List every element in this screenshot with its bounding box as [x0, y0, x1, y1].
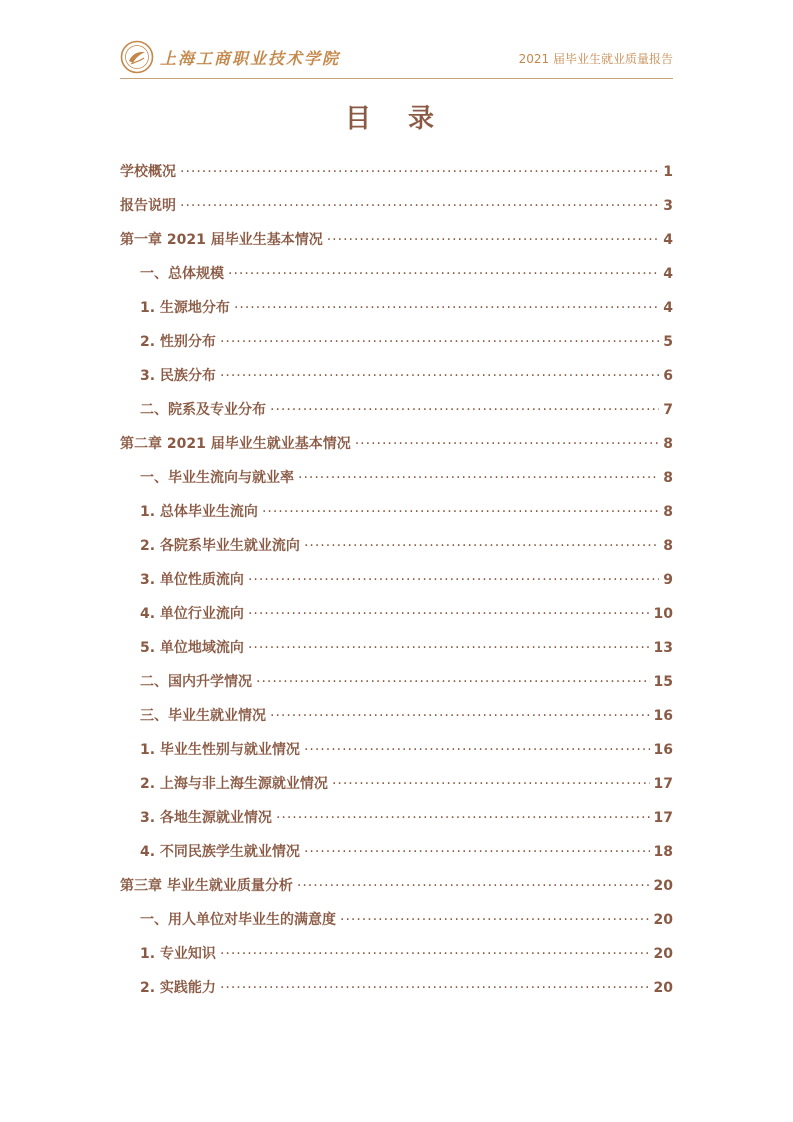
toc-entry-label: 2. 实践能力	[140, 980, 216, 996]
toc-entry-page-number: 1	[663, 164, 673, 180]
toc-entry-page-number: 8	[663, 538, 673, 554]
dot-leader	[234, 291, 659, 325]
toc-entry[interactable]	[120, 597, 673, 631]
toc-entry[interactable]	[120, 937, 673, 971]
toc-entry-label: 二、国内升学情况	[140, 674, 252, 690]
dot-leader	[298, 461, 659, 495]
dot-leader	[180, 189, 659, 223]
toc-entry-page-number: 20	[653, 980, 673, 996]
report-title: 2021 届毕业生就业质量报告	[518, 52, 673, 66]
school-emblem-icon	[120, 40, 154, 74]
toc-entry[interactable]	[120, 801, 673, 835]
toc-entry-page-number: 9	[663, 572, 673, 588]
page-header	[120, 38, 673, 79]
toc-entry-page-number: 20	[653, 912, 673, 928]
toc-entry[interactable]	[120, 359, 673, 393]
toc-entry-label: 5. 单位地域流向	[140, 640, 244, 656]
dot-leader	[180, 155, 659, 189]
toc-entry[interactable]	[120, 155, 673, 189]
dot-leader	[304, 529, 659, 563]
toc-entry[interactable]	[120, 767, 673, 801]
toc-entry-page-number: 8	[663, 470, 673, 486]
school-name: 上海工商职业技术学院	[160, 49, 341, 68]
dot-leader	[228, 257, 659, 291]
toc-entry-page-number: 20	[653, 878, 673, 894]
toc-entry-label: 1. 专业知识	[140, 946, 216, 962]
table-of-contents	[120, 155, 673, 1005]
toc-entry-label: 报告说明	[120, 198, 176, 214]
toc-entry-page-number: 3	[663, 198, 673, 214]
toc-entry[interactable]	[120, 223, 673, 257]
toc-entry-label: 一、毕业生流向与就业率	[140, 470, 294, 486]
toc-entry-label: 2. 性别分布	[140, 334, 216, 350]
toc-entry-label: 第二章 2021 届毕业生就业基本情况	[120, 436, 351, 452]
dot-leader	[262, 495, 659, 529]
toc-entry[interactable]	[120, 699, 673, 733]
toc-entry[interactable]	[120, 869, 673, 903]
toc-entry-label: 第三章 毕业生就业质量分析	[120, 878, 293, 894]
toc-entry-page-number: 5	[663, 334, 673, 350]
toc-entry-page-number: 16	[653, 742, 673, 758]
toc-entry[interactable]	[120, 189, 673, 223]
toc-entry-page-number: 13	[653, 640, 673, 656]
toc-entry-page-number: 20	[653, 946, 673, 962]
toc-entry-page-number: 10	[653, 606, 673, 622]
dot-leader	[276, 801, 650, 835]
dot-leader	[248, 563, 659, 597]
toc-entry-page-number: 8	[663, 504, 673, 520]
toc-entry-label: 一、总体规模	[140, 266, 224, 282]
toc-entry-page-number: 18	[653, 844, 673, 860]
toc-entry-page-number: 7	[663, 402, 673, 418]
dot-leader	[220, 359, 659, 393]
toc-entry[interactable]	[120, 257, 673, 291]
toc-entry-label: 1. 生源地分布	[140, 300, 230, 316]
dot-leader	[220, 971, 650, 1005]
toc-entry[interactable]	[120, 971, 673, 1005]
dot-leader	[220, 325, 659, 359]
toc-entry[interactable]	[120, 903, 673, 937]
dot-leader	[304, 835, 650, 869]
toc-entry-label: 3. 民族分布	[140, 368, 216, 384]
toc-entry[interactable]	[120, 563, 673, 597]
toc-entry-label: 1. 总体毕业生流向	[140, 504, 258, 520]
toc-entry-label: 学校概况	[120, 164, 176, 180]
toc-entry-page-number: 17	[653, 776, 673, 792]
toc-entry[interactable]	[120, 733, 673, 767]
toc-entry[interactable]	[120, 665, 673, 699]
toc-entry[interactable]	[120, 427, 673, 461]
dot-leader	[297, 869, 650, 903]
dot-leader	[270, 699, 650, 733]
dot-leader	[270, 393, 659, 427]
toc-entry[interactable]	[120, 495, 673, 529]
dot-leader	[340, 903, 650, 937]
toc-entry-label: 4. 不同民族学生就业情况	[140, 844, 300, 860]
dot-leader	[327, 223, 660, 257]
dot-leader	[304, 733, 650, 767]
toc-entry-label: 1. 毕业生性别与就业情况	[140, 742, 300, 758]
toc-entry-page-number: 15	[653, 674, 673, 690]
dot-leader	[248, 631, 650, 665]
toc-entry[interactable]	[120, 393, 673, 427]
dot-leader	[248, 597, 650, 631]
toc-entry[interactable]	[120, 291, 673, 325]
toc-title: 目 录	[344, 104, 449, 134]
toc-entry-page-number: 4	[663, 266, 673, 282]
toc-entry-label: 一、用人单位对毕业生的满意度	[140, 912, 336, 928]
toc-entry[interactable]	[120, 461, 673, 495]
toc-entry-page-number: 8	[663, 436, 673, 452]
dot-leader	[220, 937, 650, 971]
toc-entry-page-number: 16	[653, 708, 673, 724]
toc-entry-label: 二、院系及专业分布	[140, 402, 266, 418]
toc-entry-label: 2. 各院系毕业生就业流向	[140, 538, 300, 554]
toc-entry[interactable]	[120, 529, 673, 563]
dot-leader	[256, 665, 650, 699]
toc-entry-page-number: 6	[663, 368, 673, 384]
toc-entry[interactable]	[120, 325, 673, 359]
toc-entry-label: 4. 单位行业流向	[140, 606, 244, 622]
toc-entry-page-number: 4	[663, 232, 673, 248]
toc-entry-label: 3. 各地生源就业情况	[140, 810, 272, 826]
toc-entry-label: 3. 单位性质流向	[140, 572, 244, 588]
toc-entry-label: 第一章 2021 届毕业生基本情况	[120, 232, 323, 248]
toc-entry-page-number: 4	[663, 300, 673, 316]
toc-entry[interactable]	[120, 631, 673, 665]
dot-leader	[355, 427, 660, 461]
toc-entry-page-number: 17	[653, 810, 673, 826]
toc-entry-label: 2. 上海与非上海生源就业情况	[140, 776, 328, 792]
toc-entry[interactable]	[120, 835, 673, 869]
dot-leader	[332, 767, 650, 801]
toc-entry-label: 三、毕业生就业情况	[140, 708, 266, 724]
